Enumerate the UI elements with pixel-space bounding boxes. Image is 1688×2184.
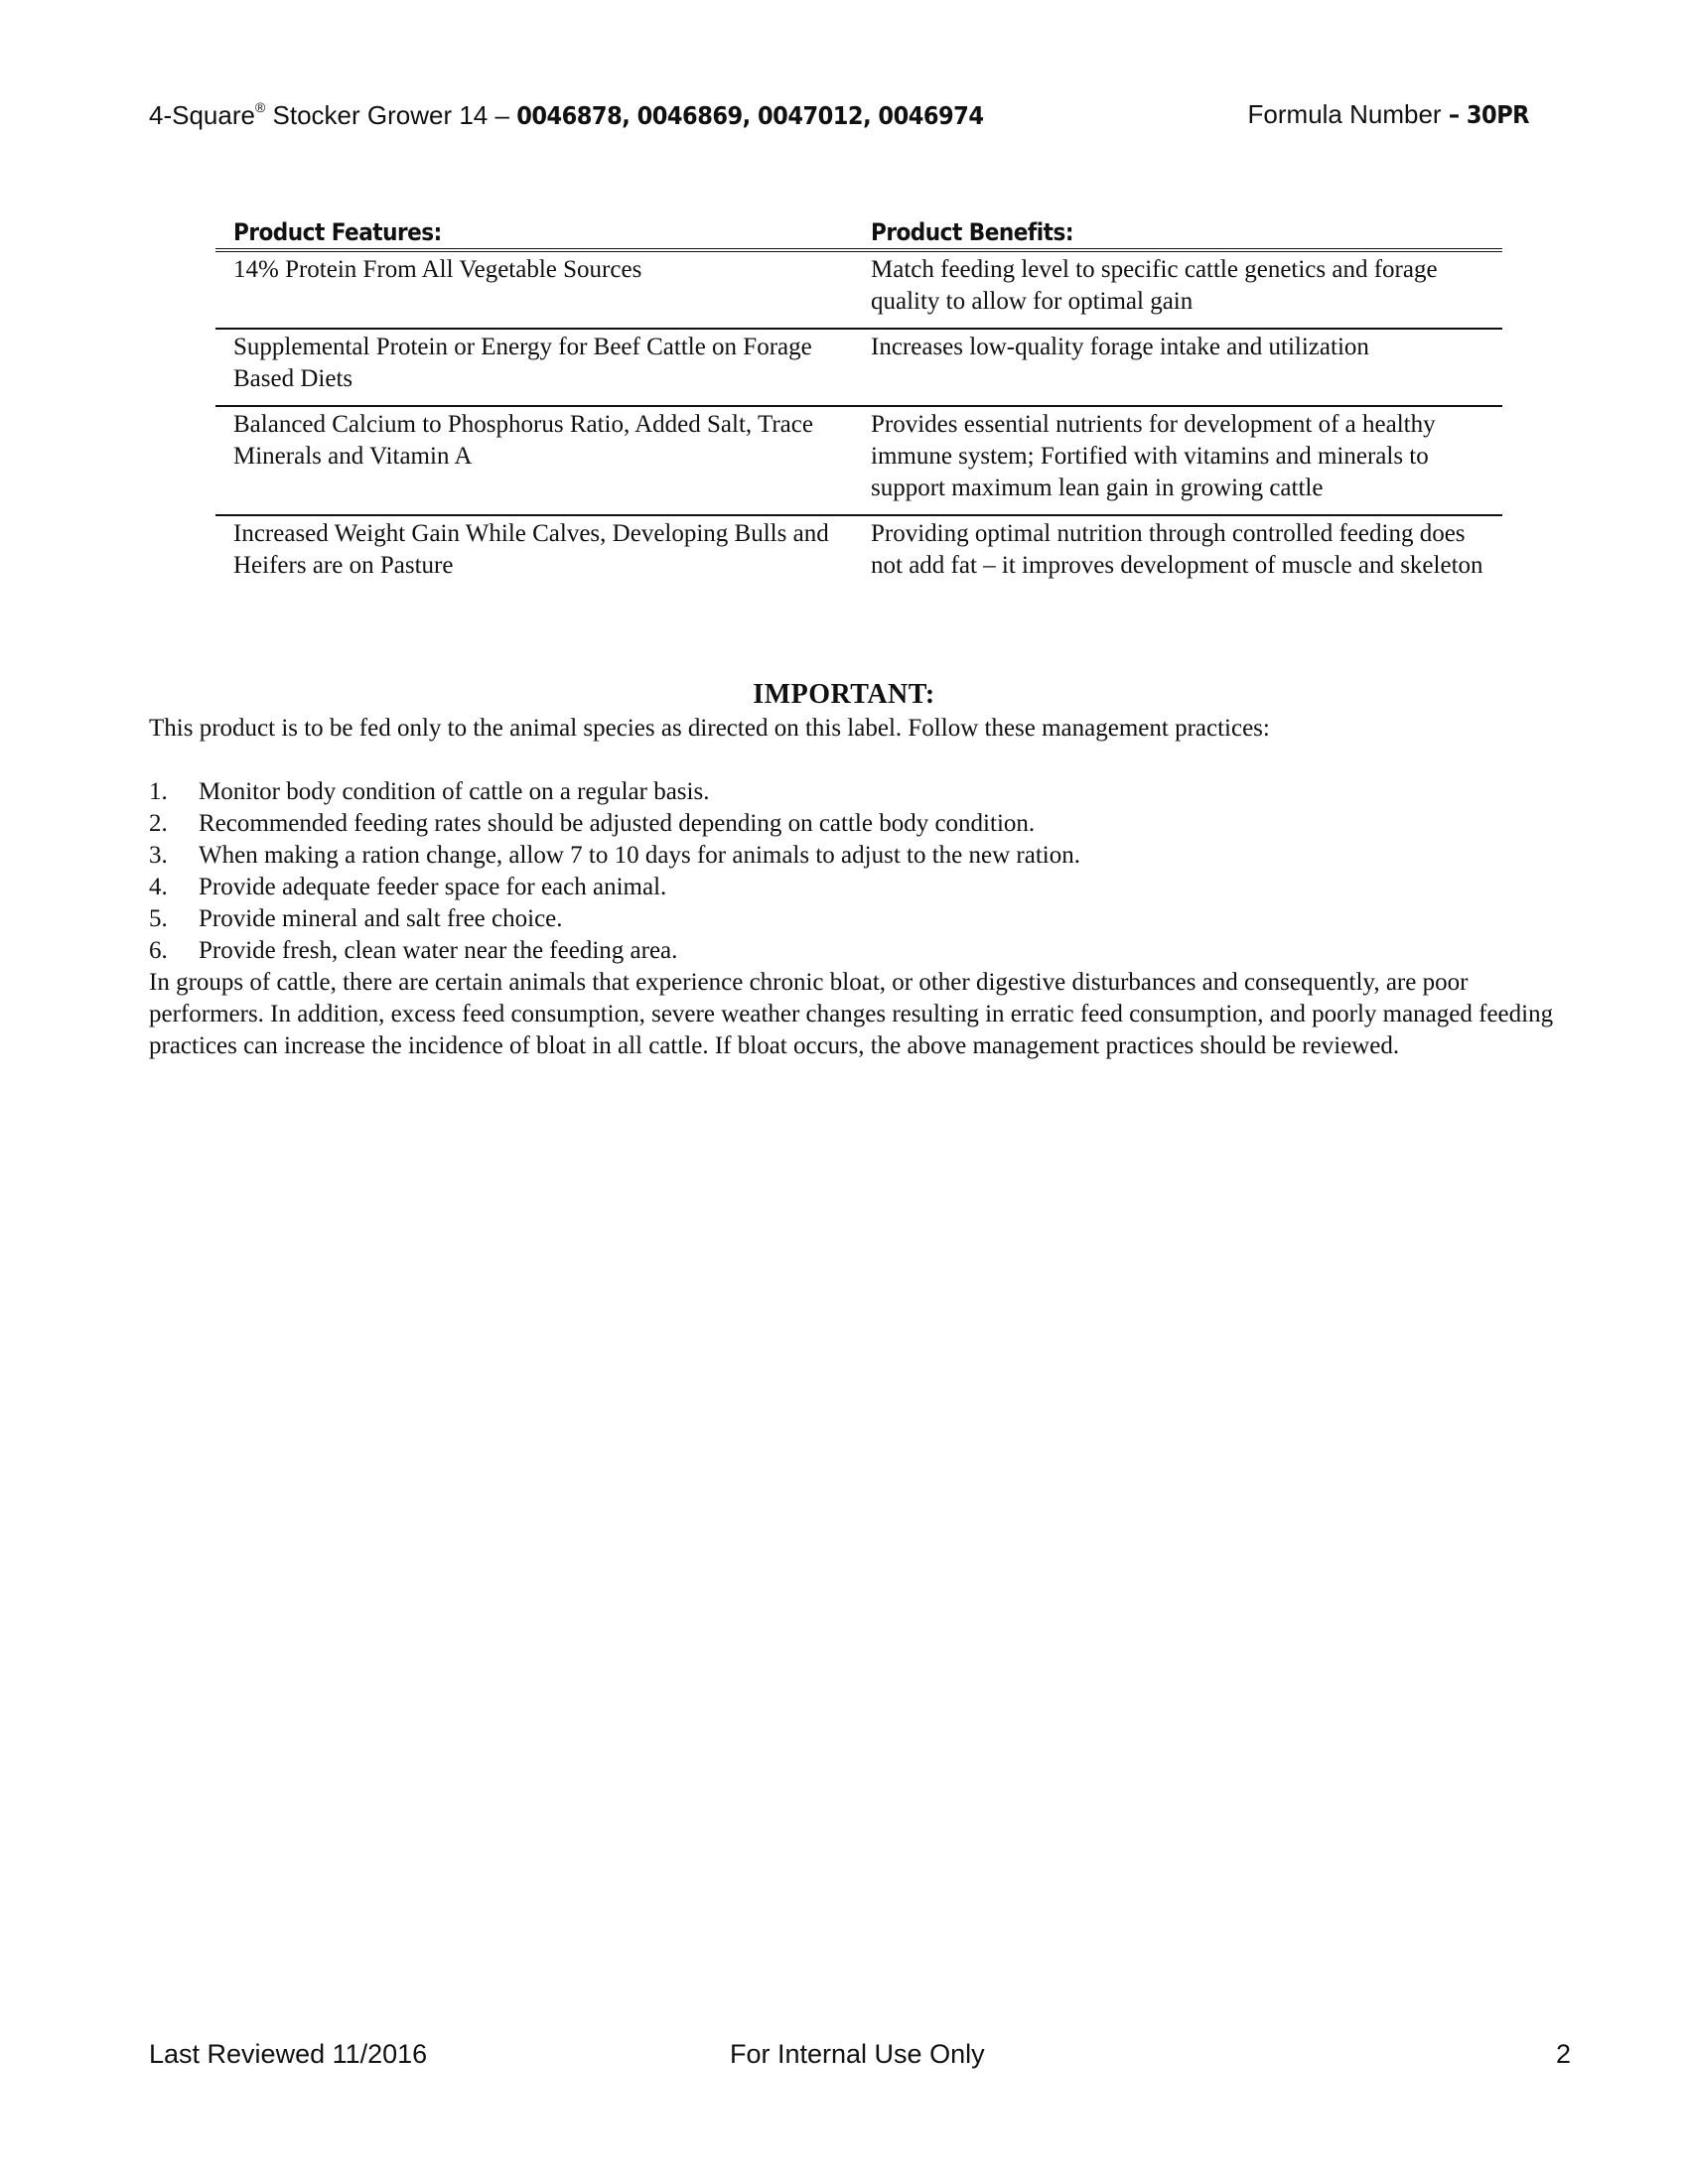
formula-number xyxy=(1248,99,1529,130)
feature-cell: Increased Weight Gain While Calves, Developing Bulls and Heifers are on Pasture xyxy=(233,520,829,579)
list-text: Monitor body condition of cattle on a regular basis. xyxy=(199,778,710,805)
management-practices-list xyxy=(149,776,1579,967)
features-benefits-table xyxy=(215,210,1502,592)
list-item xyxy=(149,840,1579,872)
list-number: 2. xyxy=(149,810,168,837)
list-text: Recommended feeding rates should be adjusted depending on cattle body condition. xyxy=(199,810,1036,837)
product-name-rest: Stocker Grower 14 – xyxy=(265,100,517,130)
bloat-paragraph: In groups of cattle, there are certain animals that experience chronic bloat, or other digestive disturbances and consequently, are poor performers. In addition, excess feed consumption, severe weather changes resulting in erratic feed consumption, and poorly managed feeding practices can increase the incidence of bloat in all cattle. If bloat occurs, the above management practices should be reviewed. xyxy=(149,969,1554,1059)
list-text: Provide mineral and salt free choice. xyxy=(199,905,563,932)
table-header-row xyxy=(215,210,1502,250)
benefit-cell: Providing optimal nutrition through controlled feeding does not add fat – it improves development of muscle and skeleton xyxy=(871,520,1483,579)
table-row xyxy=(215,406,1502,515)
list-number: 1. xyxy=(149,778,168,805)
internal-use-note: For Internal Use Only xyxy=(730,2039,985,2069)
list-number: 3. xyxy=(149,842,168,869)
list-item xyxy=(149,935,1579,967)
list-item xyxy=(149,872,1579,903)
page-footer xyxy=(149,2039,1571,2079)
feature-cell: 14% Protein From All Vegetable Sources xyxy=(215,250,857,329)
product-name: 4-Square xyxy=(149,100,255,130)
list-text: When making a ration change, allow 7 to 10 days for animals to adjust to the new ration. xyxy=(199,842,1080,869)
product-codes: 0046878, 0046869, 0047012, 0046974 xyxy=(516,101,984,130)
page-number: 2 xyxy=(1555,2039,1571,2069)
list-number: 6. xyxy=(149,937,168,964)
important-heading: IMPORTANT: xyxy=(753,679,935,710)
table-row xyxy=(215,329,1502,406)
feature-cell: Supplemental Protein or Energy for Beef Cattle on Forage Based Diets xyxy=(215,329,857,406)
benefits-header: Product Benefits: xyxy=(857,210,1502,250)
list-item xyxy=(149,808,1579,840)
list-item xyxy=(149,776,1579,808)
registered-mark: ® xyxy=(254,99,266,115)
last-reviewed: Last Reviewed 11/2016 xyxy=(149,2039,428,2069)
product-title xyxy=(149,99,983,131)
features-header: Product Features: xyxy=(215,210,857,250)
benefit-cell: Increases low-quality forage intake and utilization xyxy=(857,329,1502,406)
page-header xyxy=(149,99,1529,139)
list-item xyxy=(149,903,1579,935)
benefit-cell: Provides essential nutrients for development of a healthy immune system; Fortified with vitamins and minerals to support maximum lean gain in growing cattle xyxy=(857,406,1502,515)
list-number: 4. xyxy=(149,874,168,900)
table-row xyxy=(215,250,1502,329)
formula-label: Formula Number xyxy=(1247,99,1449,129)
important-intro: This product is to be fed only to the animal species as directed on this label. Follow these management practices: xyxy=(149,715,1270,742)
list-text: Provide adequate feeder space for each animal. xyxy=(199,874,667,900)
benefit-cell: Match feeding level to specific cattle genetics and forage quality to allow for optimal gain xyxy=(857,250,1502,329)
list-text: Provide fresh, clean water near the feeding area. xyxy=(199,937,678,964)
formula-dash: – xyxy=(1448,100,1467,129)
list-number: 5. xyxy=(149,905,168,932)
formula-value: 30PR xyxy=(1466,100,1529,129)
feature-cell: Balanced Calcium to Phosphorus Ratio, Added Salt, Trace Minerals and Vitamin A xyxy=(215,406,857,515)
table-row xyxy=(215,515,1502,592)
